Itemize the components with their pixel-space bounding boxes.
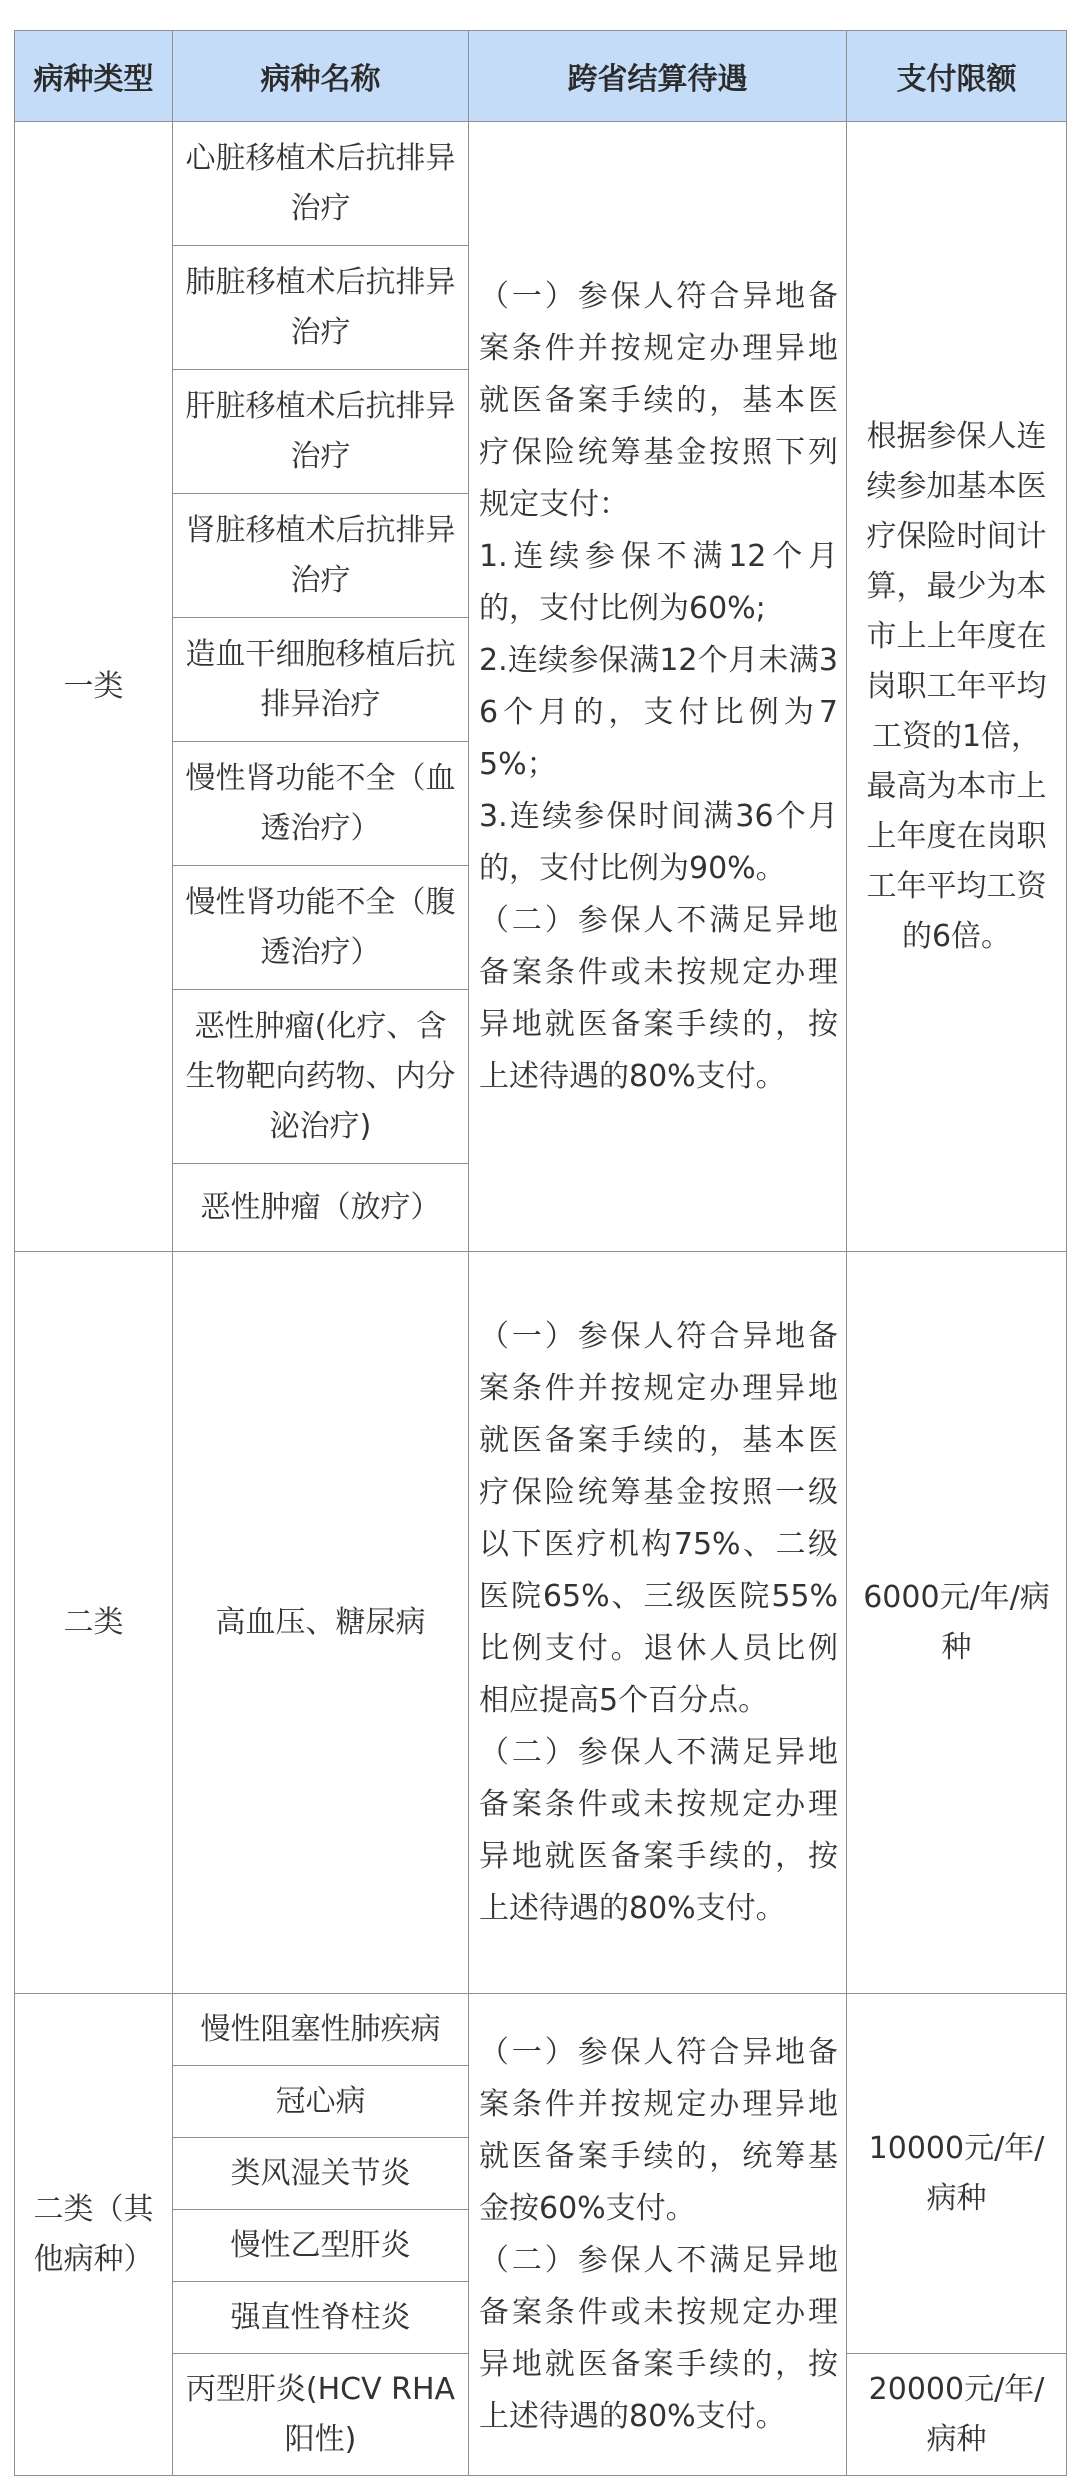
class1-benefit-para-1: （一）参保人符合异地备案条件并按规定办理异地就医备案手续的，基本医疗保险统筹基金按照下列规定支付： (479, 278, 838, 522)
class2-other-limit-general: 10000元/年/病种 (847, 1994, 1067, 2354)
policy-table (14, 30, 1067, 2476)
class2-limit: 6000元/年/病种 (847, 1252, 1067, 1994)
class2-other-benefit-para-2: （二）参保人不满足异地备案条件或未按规定办理异地就医备案手续的，按上述待遇的80%支付。 (479, 2242, 838, 2434)
table-row (15, 1252, 1067, 1994)
class1-disease-7: 慢性肾功能不全（腹透治疗） (173, 866, 469, 990)
class1-benefit (469, 122, 847, 1252)
class1-disease-5: 造血干细胞移植后抗排异治疗 (173, 618, 469, 742)
class2-other-benefit (469, 1994, 847, 2476)
class1-benefit-para-3: 2.连续参保满12个月未满36个月的，支付比例为75%； (479, 642, 838, 782)
class2-other-disease-3: 类风湿关节炎 (173, 2138, 469, 2210)
class2-disease: 高血压、糖尿病 (173, 1252, 469, 1994)
header-disease-type: 病种类型 (15, 31, 173, 122)
class1-type: 一类 (15, 122, 173, 1252)
class2-other-type: 二类（其他病种） (15, 1994, 173, 2476)
class2-type: 二类 (15, 1252, 173, 1994)
class2-benefit-para-2: （二）参保人不满足异地备案条件或未按规定办理异地就医备案手续的，按上述待遇的80%支付。 (479, 1734, 838, 1926)
class2-other-disease-4: 慢性乙型肝炎 (173, 2210, 469, 2282)
class1-benefit-para-4: 3.连续参保时间满36个月的，支付比例为90%。 (479, 798, 838, 886)
class1-disease-4: 肾脏移植术后抗排异治疗 (173, 494, 469, 618)
table-header-row (15, 31, 1067, 122)
class1-disease-8: 恶性肿瘤(化疗、含生物靶向药物、内分泌治疗) (173, 990, 469, 1164)
header-disease-name: 病种名称 (173, 31, 469, 122)
class2-other-disease-6: 丙型肝炎(HCV RHA阳性) (173, 2354, 469, 2476)
header-payment-limit: 支付限额 (847, 31, 1067, 122)
class1-benefit-para-5: （二）参保人不满足异地备案条件或未按规定办理异地就医备案手续的，按上述待遇的80%支付。 (479, 902, 838, 1094)
class2-other-disease-5: 强直性脊柱炎 (173, 2282, 469, 2354)
class2-benefit-para-1: （一）参保人符合异地备案条件并按规定办理异地就医备案手续的，基本医疗保险统筹基金按照一级以下医疗机构75%、二级医院65%、三级医院55%比例支付。退休人员比例相应提高5个百分点。 (479, 1318, 838, 1718)
class1-disease-2: 肺脏移植术后抗排异治疗 (173, 246, 469, 370)
table-row (15, 122, 1067, 246)
class1-benefit-para-2: 1.连续参保不满12个月的，支付比例为60%; (479, 538, 838, 626)
class1-disease-1: 心脏移植术后抗排异治疗 (173, 122, 469, 246)
policy-table-container (14, 30, 1066, 2476)
class2-benefit (469, 1252, 847, 1994)
class2-other-benefit-para-1: （一）参保人符合异地备案条件并按规定办理异地就医备案手续的，统筹基金按60%支付。 (479, 2034, 838, 2226)
class2-other-limit-hcv: 20000元/年/病种 (847, 2354, 1067, 2476)
class1-disease-9: 恶性肿瘤（放疗） (173, 1164, 469, 1252)
class2-other-disease-1: 慢性阻塞性肺疾病 (173, 1994, 469, 2066)
header-benefit: 跨省结算待遇 (469, 31, 847, 122)
class2-other-disease-2: 冠心病 (173, 2066, 469, 2138)
class1-disease-6: 慢性肾功能不全（血透治疗） (173, 742, 469, 866)
class1-limit: 根据参保人连续参加基本医疗保险时间计算，最少为本市上上年度在岗职工年平均工资的1倍，最高为本市上上年度在岗职工年平均工资的6倍。 (847, 122, 1067, 1252)
class1-disease-3: 肝脏移植术后抗排异治疗 (173, 370, 469, 494)
table-row (15, 1994, 1067, 2066)
